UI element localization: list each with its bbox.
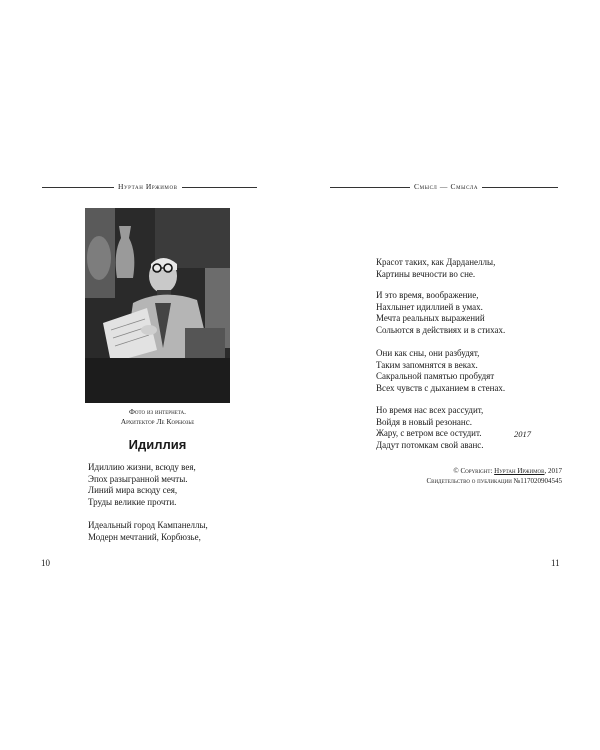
copyright-suffix: , 2017 (544, 467, 562, 475)
verse-line: Идеальный город Кампанеллы, (88, 520, 208, 530)
verse-line: Линий мира всюду сея, (88, 485, 178, 496)
copyright-prefix: © Copyright: (453, 467, 495, 475)
verse-line: И это время, воображение, (376, 290, 479, 300)
left-stanza (88, 462, 196, 508)
right-page-number: 11 (551, 558, 560, 568)
left-running-header (42, 182, 257, 194)
verse-line: Эпох разыгранной мечты. (88, 473, 188, 484)
left-stanza (88, 520, 208, 543)
verse-line: Войдя в новый резонанс. (376, 416, 472, 427)
verse-line: Картины вечности во сне. (376, 268, 476, 279)
verse-line: Таким запомнятся в веках. (376, 359, 478, 370)
poem-year: 2017 (514, 429, 531, 439)
right-stanza (376, 405, 484, 451)
verse-line: Труды великие прочти. (88, 496, 177, 507)
verse-line: Сакральной памятью пробудят (376, 371, 495, 382)
publication-certificate: Свидетельство о публикации №117020904545 (426, 476, 562, 485)
photo-caption-line: Архитектор Ле Корбюзье (120, 417, 195, 426)
right-stanza (376, 257, 495, 280)
right-stanza (376, 290, 505, 336)
verse-line: Сольются в действиях и в стихах. (376, 324, 506, 335)
verse-line: Модерн мечтаний, Корбюзье, (88, 531, 201, 542)
photo-caption-line: Фото из интернета. (128, 407, 187, 416)
verse-line: Мечта реальных выражений (376, 313, 485, 324)
verse-line: Красот таких, как Дарданеллы, (376, 257, 496, 267)
right-stanza (376, 348, 505, 394)
left-header-text: Нуртан Иржимов (114, 182, 182, 191)
verse-line: Идиллию жизни, всюду вея, (88, 462, 196, 472)
left-page-number: 10 (41, 558, 50, 568)
verse-line: Дадут потомкам свой аванс. (376, 439, 484, 450)
right-running-header (330, 182, 558, 194)
poem-title: Идиллия (128, 437, 187, 452)
photo-caption (60, 407, 255, 427)
verse-line: Они как сны, они разбудят, (376, 348, 480, 358)
verse-line: Жару, с ветром все остудит. (376, 428, 482, 439)
right-header-text: Смысл — Смысла (410, 182, 482, 191)
photo-le-corbusier (85, 208, 230, 403)
verse-line: Всех чувств с дыханием в стенах. (376, 382, 506, 393)
copyright-line (380, 467, 562, 477)
copyright-block (380, 467, 562, 486)
verse-line: Но время нас всех рассудит, (376, 405, 484, 415)
verse-line: Нахлынет идиллией в умах. (376, 301, 483, 312)
author-link[interactable]: Нуртан Иржимов (494, 467, 545, 475)
